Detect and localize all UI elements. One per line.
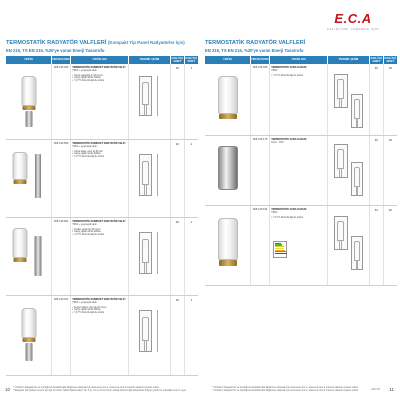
product-image — [205, 136, 251, 205]
product-image — [6, 296, 52, 375]
dimension-line-icon — [157, 310, 158, 352]
technical-drawing — [129, 218, 171, 295]
drawing-icon — [334, 216, 348, 250]
table-row — [6, 296, 198, 376]
valve-head-icon — [21, 308, 36, 338]
page-number-left: 10 — [5, 387, 11, 392]
valve-ring-icon — [22, 106, 35, 110]
product-name: TERMOSTATİK KOMPAKT RADYATÖR VALFİ — [72, 297, 126, 301]
table-row — [6, 140, 198, 218]
valve-ring-icon — [219, 114, 237, 119]
right-footer-notes — [212, 386, 382, 392]
product-subname: TRV4 — [271, 68, 278, 72]
product-image — [205, 206, 251, 285]
product-features — [72, 151, 127, 159]
product-subname: TRV4 + çeşmeşik vanlı — [72, 68, 97, 72]
box-qty: 40 — [370, 64, 383, 135]
left-title-text: TERMOSTATİK RADYATÖR VALFLERİ — [6, 40, 107, 46]
chrome-valve-head-icon — [218, 146, 238, 190]
product-description — [71, 296, 129, 375]
product-code: 605 130 400 — [52, 64, 71, 139]
header-box-qty: KOLİ İÇİ ADET — [370, 55, 383, 63]
drawing-icon — [139, 232, 152, 274]
dimension-line-icon — [157, 232, 158, 274]
technical-drawing — [129, 64, 171, 139]
feature-item: • 7-17°C Dond Anılığı ile Limits — [72, 80, 127, 83]
product-features — [271, 217, 326, 220]
product-features — [271, 75, 326, 78]
product-subname: TRV4 + çeşmeşik vanlı — [72, 144, 97, 148]
valve-body-icon — [35, 236, 42, 276]
product-description — [270, 136, 328, 205]
table-row — [205, 136, 397, 206]
feature-item: • Geçiş yapalı saf ile birlikte — [72, 77, 127, 80]
feature-item: • 7-17°C Dond Anılığı ile Limits — [271, 75, 326, 78]
box-qty-2: 1 — [190, 141, 193, 146]
product-description — [270, 64, 328, 135]
left-page-subtitle: EN 215, TS EN 215, %20'ye varan Enerji Tasarrufu — [6, 47, 105, 53]
header-drawing: TEKNİK ÇİZİM — [129, 56, 171, 64]
drawing-icon — [351, 162, 363, 196]
product-name: TERMOSTATİK KOMPAKT RADYATÖR VALFİ — [72, 219, 126, 223]
product-image — [6, 218, 52, 295]
technical-drawing — [328, 64, 370, 135]
product-description — [270, 206, 328, 285]
product-name: TERMOSTATİK VANA KAFASI — [271, 65, 307, 69]
header-box-qty: KOLİ İÇİ ADET — [171, 55, 184, 63]
product-image — [6, 140, 52, 217]
product-name: TERMOSTATİK KOMPAKT RADYATÖR VALFİ — [72, 65, 126, 69]
header-product: ÜRÜN — [6, 56, 52, 64]
feature-item: • Kenter başsız, kısa tip 20 mmm — [72, 307, 127, 310]
left-table-header — [6, 56, 198, 64]
brand-logo — [318, 11, 388, 31]
footer-code: 1217-07 — [371, 388, 380, 391]
product-subname: TRV4 + çeşmeşik vanlı — [72, 222, 97, 226]
box-qty: 20 — [171, 296, 184, 375]
box-qty-2: 1 — [190, 297, 193, 302]
feature-item: • Geçiş yapalı saf ile birlikte — [72, 153, 127, 156]
feature-item: • Geçiş yapalı saf ile birlikte — [72, 231, 127, 234]
left-page — [6, 40, 198, 376]
technical-drawing — [129, 296, 171, 375]
drawing-icon — [139, 154, 152, 196]
drawing-icon — [351, 94, 363, 128]
product-subname: TRV4 + çeşmeşik vanlı — [72, 300, 97, 304]
box-qty-2: 20 — [388, 207, 392, 212]
box-qty: 40 — [370, 136, 383, 205]
drawing-icon — [351, 236, 363, 270]
feature-item: • Isıtma yapaylığı ön 25 mmm — [72, 75, 127, 78]
valve-head-icon — [12, 152, 27, 180]
product-features — [72, 229, 127, 237]
header-box-qty-2: KOLİ İÇİ ADET — [185, 55, 197, 63]
dimension-line-icon — [157, 76, 158, 116]
product-description — [71, 140, 129, 217]
product-image — [205, 64, 251, 135]
feature-item: • 7-17°C Dond Anılığı ile Limits — [72, 312, 127, 315]
feature-item: • 7-17°C Dond Anılığı ile Limits — [72, 156, 127, 159]
drawing-icon — [334, 74, 348, 108]
technical-drawing — [328, 136, 370, 205]
right-table-header — [205, 56, 397, 64]
valve-head-icon — [12, 228, 27, 258]
product-subname: TRV4 — [271, 210, 278, 214]
header-name: ÜRÜN ADI — [71, 56, 129, 64]
product-code: 605 130 611 — [52, 296, 71, 375]
footer-note: * Ürünlerin belgelerinin ve içerdiği termostatik kafa bilgilerine ulaşmak için www.eca.com.tr, www.eca.com.tr internet sitelerini ziyaret ediniz. — [212, 388, 359, 392]
feature-item: • Isıtma başa, uzun tip 30 mm — [72, 151, 127, 154]
box-qty: 54 — [370, 206, 383, 285]
left-title-suffix: (Kompakt Tip Panel Radyatörler İçin) — [107, 40, 185, 45]
valve-ring-icon — [22, 338, 35, 342]
technical-drawing — [129, 140, 171, 217]
brand-logo-text: E.C.A — [334, 11, 372, 26]
valve-head-icon — [218, 76, 238, 114]
product-code: 605 130 500 — [52, 140, 71, 217]
header-drawing: TEKNİK ÇİZİM — [328, 56, 370, 64]
product-description — [71, 218, 129, 295]
box-qty-2: 1 — [190, 219, 193, 224]
brand-tagline: ÇALIŞIYOR, YAŞAMAK İÇİN — [326, 27, 380, 31]
product-code: 605 130 601 — [52, 218, 71, 295]
valve-ring-icon — [219, 260, 237, 266]
footer-note: * Ürünlerin belgelerinin ve içerdiği termostatik kafa bilgilerine ulaşmak için www.eca.com.tr, www.eca.com.tr internet sitelerini ziyaret ediniz. — [212, 385, 359, 389]
feature-item: • Geçiş yapalı saf ile birlikte — [72, 309, 127, 312]
box-qty-2: 18 — [388, 137, 392, 142]
drawing-icon — [334, 144, 348, 178]
table-row — [205, 206, 397, 286]
valve-ring-icon — [13, 180, 26, 184]
dimension-line-icon — [157, 154, 158, 196]
product-code: 605 130 104 — [251, 206, 270, 285]
valve-body-icon — [25, 111, 32, 127]
table-row — [205, 64, 397, 136]
feature-item: • 7-17°C Dond Anılığı ile Limits — [271, 217, 326, 220]
drawing-icon — [139, 310, 152, 352]
product-code: 605 130 326 — [251, 64, 270, 135]
energy-label-icon — [273, 241, 287, 258]
product-features — [72, 307, 127, 315]
valve-body-icon — [35, 154, 41, 198]
right-page — [205, 40, 397, 286]
feature-item: • Kısalsı vanalı tip 20 mmm — [72, 229, 127, 232]
box-qty: 20 — [171, 140, 184, 217]
product-name: TERMOSTATİK VANA KAFASI — [271, 137, 307, 141]
header-box-qty-2: KOLİ İÇİ ADET — [384, 55, 396, 63]
box-qty: 20 — [171, 218, 184, 295]
product-description — [71, 64, 129, 139]
valve-head-icon — [21, 76, 36, 106]
header-code: ÜRÜN KODU — [251, 56, 270, 64]
header-product: ÜRÜN — [205, 56, 251, 64]
product-code: 605 130 173 — [251, 136, 270, 205]
header-code: ÜRÜN KODU — [52, 56, 71, 64]
right-page-title: TERMOSTATİK RADYATÖR VALFLERİ — [205, 40, 306, 46]
table-row — [6, 218, 198, 296]
valve-ring-icon — [13, 258, 26, 262]
product-name: TERMOSTATİK VANA KAFASI — [271, 207, 307, 211]
product-features — [72, 75, 127, 83]
box-qty-2: 18 — [388, 65, 392, 70]
left-footer-notes — [13, 386, 188, 392]
left-page-title — [6, 40, 198, 47]
drawing-icon — [139, 76, 152, 116]
header-name: ÜRÜN ADI — [270, 56, 328, 64]
footer-note: * Ürünlerin belgelerinin ve içerdiği termostatik kafa bilgilerine ulaşmak için www.eca.com.tr, www.eca.com.tr internet sitelerini ziyaret ediniz. — [13, 385, 160, 389]
product-name: TERMOSTATİK KOMPAKT RADYATÖR VALFİ — [72, 141, 126, 145]
page-number-right: 11 — [389, 387, 394, 392]
box-qty-2: 1 — [190, 65, 193, 70]
product-image — [6, 64, 52, 139]
box-qty: 20 — [171, 64, 184, 139]
feature-item: • 7-17°C Dond Anılığı ile Limits — [72, 234, 127, 237]
footer-note: * Radyatör pik vanları mevcut için tipi bir üzüm Tekstil Malzemeleri Tic. A.Ş. 'nin ve Ürün Verm olarak tümünü ilgili anlaşılmaz ihtiyacı yazılı bir ruhsatları.com.tr veya — [13, 388, 186, 392]
table-row — [6, 64, 198, 140]
product-subname: Krom - TRV — [271, 140, 284, 144]
technical-drawing — [328, 206, 370, 285]
right-page-subtitle: EN 215, TS EN 215, %20'ye varan Enerji Tasarrufu — [205, 47, 304, 53]
valve-body-icon — [25, 343, 32, 361]
valve-head-icon — [218, 218, 238, 260]
